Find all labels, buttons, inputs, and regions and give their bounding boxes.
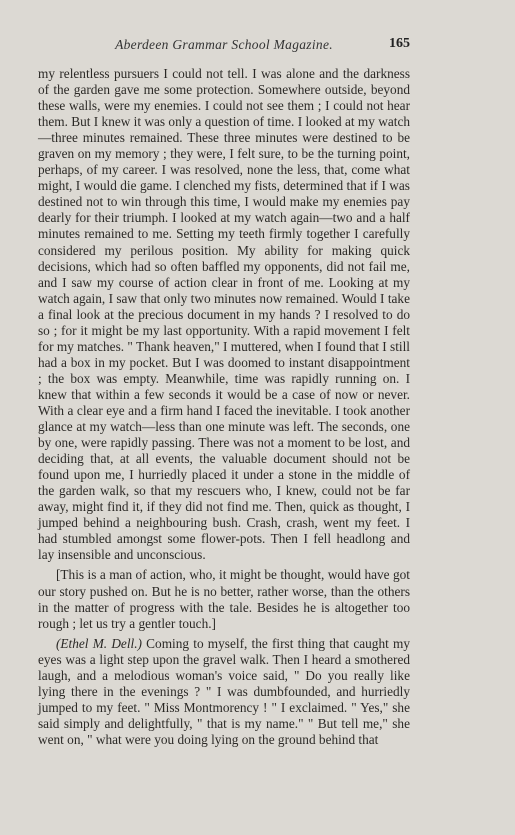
running-title: Aberdeen Grammar School Magazine.: [115, 37, 333, 52]
paragraph-3: [38, 636, 410, 748]
body-text: [38, 66, 410, 748]
paragraph-2-editor-note: [This is a man of action, who, it might be thought, would have got our story pushed on. But he is no better, rather worse, than the others in the matter of progress with the tale. Besides he is altogether too rough ; let us try a gentler touch.]: [38, 567, 410, 631]
paragraph-1: my relentless pursuers I could not tell. I was alone and the darkness of the garden gave me some protection. Somewhere outside, beyond these walls, were my enemies. I could not see them ; I could not hear them. But I knew it was only a question of time. I looked at my watch—three minutes remained. These three minutes were destined to be graven on my memory ; they were, I felt sure, to be the turning point, perhaps, of my career. I was resolved, none the less, that, come what might, I would die game. I clenched my fists, determined that if I was destined not to win through this time, I would make my enemies pay dearly for their triumph. I looked at my watch again—two and a half minutes remained to me. Setting my teeth firmly together I carefully considered my perilous position. My ability for making quick decisions, which had so often baffled my opponents, did not fail me, and I saw my course of action clear in front of me. Looking at my watch again, I saw that only two minutes now remained. Would I take a final look at the precious document in my hands ? I resolved to do so ; for it might be my last opportunity. With a rapid movement I felt for my matches. " Thank heaven," I muttered, when I found that I still had a box in my pocket. But I was doomed to instant disappointment ; the box was empty. Meanwhile, time was rapidly running on. I knew that within a few seconds it would be a case of now or never. With a clear eye and a firm hand I faced the inevitable. I took another glance at my watch—less than one minute was left. The seconds, one by one, were rapidly passing. There was not a moment to be lost, and deciding that, at all events, the valuable document should not be found upon me, I hurriedly placed it under a stone in the middle of the garden walk, so that my rescuers who, I knew, could not be far away, might find it, if they did not find me. Then, quick as thought, I jumped behind a neighbouring bush. Crash, crash, went my feet. I had stumbled amongst some flower-pots. Then I fell headlong and lay insensible and unconscious.: [38, 66, 410, 563]
page-number: 165: [389, 36, 410, 51]
speaker-attribution: (Ethel M. Dell.): [56, 635, 142, 651]
paragraph-3-text: Coming to myself, the first thing that caught my eyes was a light step upon the gravel walk. Then I heard a smothered laugh, and a melodious woman's voice said, " Do you really like lying there in the evenings ? " I was dumbfounded, and hurriedly jumped to my feet. " Miss Montmorency ! " I exclaimed. " Yes," she said simply and delightfully, " that is my name." " But tell me," she went on, " what were you doing lying on the ground behind that: [38, 635, 410, 747]
